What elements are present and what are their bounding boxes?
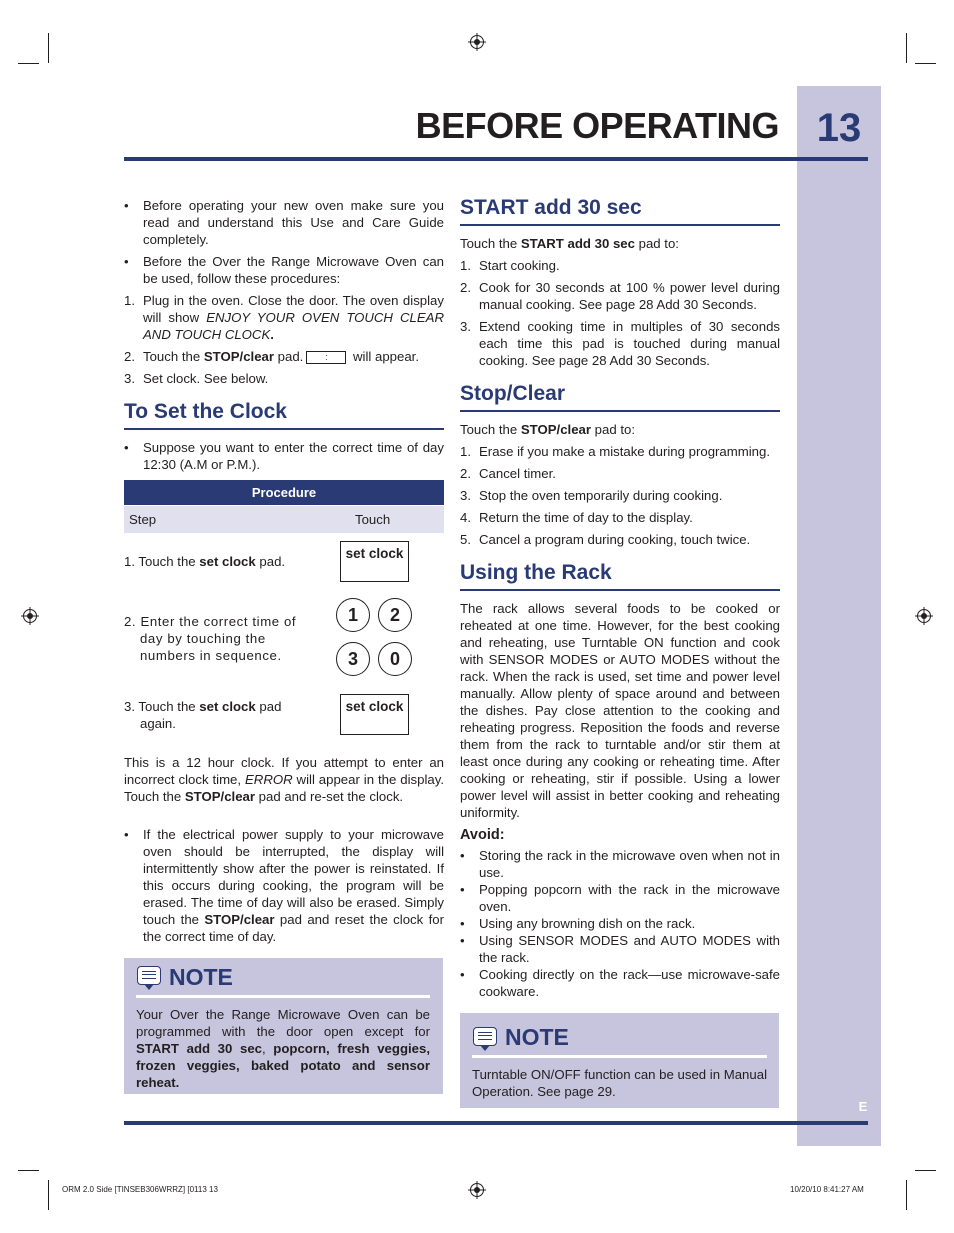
page-tab-sidebar [797,86,881,1146]
start-list [460,257,780,374]
crop-mark [18,63,39,64]
heading-rule [460,589,780,591]
digit-key-0: 0 [378,642,412,676]
list-item: • Before the Over the Range Microwave Oven can be used, follow these procedures: [124,254,444,286]
stop-intro: Touch the STOP/clear pad to: [460,422,635,437]
list-item: 1. Start cooking. [460,258,560,273]
list-item: 3. Extend cooking time in multiples of 30 seconds each time this pad is touched during manual cooking. See page 28 Add 30 Seconds. [460,319,780,368]
list-item: • Before operating your new oven make sure you read and understand this Use and Care Guide completely. [124,198,444,247]
procedure-step-1: 1. Touch the set clock pad. [124,554,286,569]
list-item: 2. Touch the STOP/clear pad. : will appear. [124,349,419,364]
page-title: BEFORE OPERATING [415,105,779,146]
crop-mark [906,33,907,63]
heading-rule [460,224,780,226]
list-item: 5. Cancel a program during cooking, touch twice. [460,532,751,547]
list-item: • Cooking directly on the rack—use microwave-safe cookware. [460,967,780,999]
list-item: 2. Cancel timer. [460,466,556,481]
clock-paragraph: This is a 12 hour clock. If you attempt to enter an incorrect clock time, ERROR will appear in the display. Touch the STOP/clear pad and re-set the clock. [124,755,444,804]
section-heading-using-the-rack: Using the Rack [460,561,612,584]
list-item: 1. Erase if you make a mistake during programming. [460,444,770,459]
clock-intro [124,439,444,478]
list-item: 4. Return the time of day to the display. [460,510,693,525]
registration-mark-icon [470,35,484,49]
list-item: • Using SENSOR MODES and AUTO MODES with the rack. [460,933,780,965]
list-item: 3. Set clock. See below. [124,371,269,386]
list-item: • Storing the rack in the microwave oven when not in use. [460,848,780,880]
digit-key-1: 1 [336,598,370,632]
footer-rule [124,1121,868,1125]
note-title: NOTE [169,964,233,990]
note-text: Turntable ON/OFF function can be used in Manual Operation. See page 29. [472,1067,767,1099]
crop-mark [48,1180,49,1210]
procedure-table-header [124,506,444,533]
rack-paragraph: The rack allows several foods to be cooked or reheated at one time. However, for the best cooking and reheating, use Turntable ON function and cook with SENSOR MODES or AUTO MODES without the rack. When the rack is used, set time and power level manually. Allow plenty of space around and between the dishes. Pay close attention to the cooking and reheating progress. Reposition the foods and reverse them from the rack to turntable and/or stir them at least once during any cooking or reheating time. After cooking or reheating, stir if possible. Using a lower power level will assist in better cooking and reheating uniformity. [460,601,780,820]
display-box: : [306,351,346,364]
footer-file-info: ORM 2.0 Side [TINSEB306WRRZ] [0113 13 [62,1185,218,1194]
note-title: NOTE [505,1024,569,1050]
list-item: 2. Cook for 30 seconds at 100 % power level during manual cooking. See page 28 Add 30 Seconds. [460,280,780,312]
registration-mark-icon [470,1183,484,1197]
note-icon [473,1027,497,1046]
page-number: 13 [816,106,862,150]
digit-key-3: 3 [336,642,370,676]
crop-mark [915,63,936,64]
header-rule [124,157,868,161]
crop-mark [18,1170,39,1171]
avoid-title: Avoid: [460,827,505,843]
heading-rule [460,410,780,412]
crop-mark [48,33,49,63]
set-clock-key: set clock [340,694,409,735]
note-icon [137,966,161,985]
procedure-step-3: 3. Touch the set clock pad again. [124,699,282,731]
crop-mark [906,1180,907,1210]
list-item: 1. Plug in the oven. Close the door. The oven display will show ENJOY YOUR OVEN TOUCH CLEAR AND TOUCH CLOCK. [124,293,444,342]
column-header-step: Step [129,512,157,527]
avoid-list [460,847,780,1000]
registration-mark-icon [917,609,931,623]
set-clock-key: set clock [340,541,409,582]
list-item: • Suppose you want to enter the correct time of day 12:30 (A.M or P.M.). [124,440,444,472]
section-heading-set-clock: To Set the Clock [124,400,287,423]
digit-key-2: 2 [378,598,412,632]
section-heading-stop-clear: Stop/Clear [460,382,566,405]
note-rule [136,995,430,998]
list-item: • Popping popcorn with the rack in the microwave oven. [460,882,780,914]
footer-timestamp: 10/20/10 8:41:27 AM [790,1185,864,1194]
list-item: • Using any browning dish on the rack. [460,916,696,931]
list-item: • If the electrical power supply to your microwave oven should be interrupted, the display will intermittently show after the power is reinstated. If this occurs during cooking, the program will be erased. The time of day will also be erased. Simply touch the STOP/clear pad and reset the clock for the correct time of day. [124,827,444,944]
list-item: 3. Stop the oven temporarily during cooking. [460,488,723,503]
note-text: Your Over the Range Microwave Oven can be programmed with the door open except for START add 30 sec, popcorn, fresh veggies, frozen veggies, baked potato and sensor reheat. [136,1007,430,1090]
crop-mark [915,1170,936,1171]
heading-rule [124,428,444,430]
procedure-step-2: 2. Enter the correct time of day by touching the numbers in sequence. [124,614,297,663]
registration-mark-icon [23,609,37,623]
procedure-table-title: Procedure [124,480,444,505]
note-rule [472,1055,767,1058]
start-intro: Touch the START add 30 sec pad to: [460,236,679,251]
power-interrupt-note [124,826,444,950]
stop-list [460,443,780,553]
language-tab-letter: E [858,1099,868,1114]
section-heading-start-add-30-sec: START add 30 sec [460,196,642,219]
column-header-touch: Touch [355,512,391,527]
intro-section [124,197,444,392]
